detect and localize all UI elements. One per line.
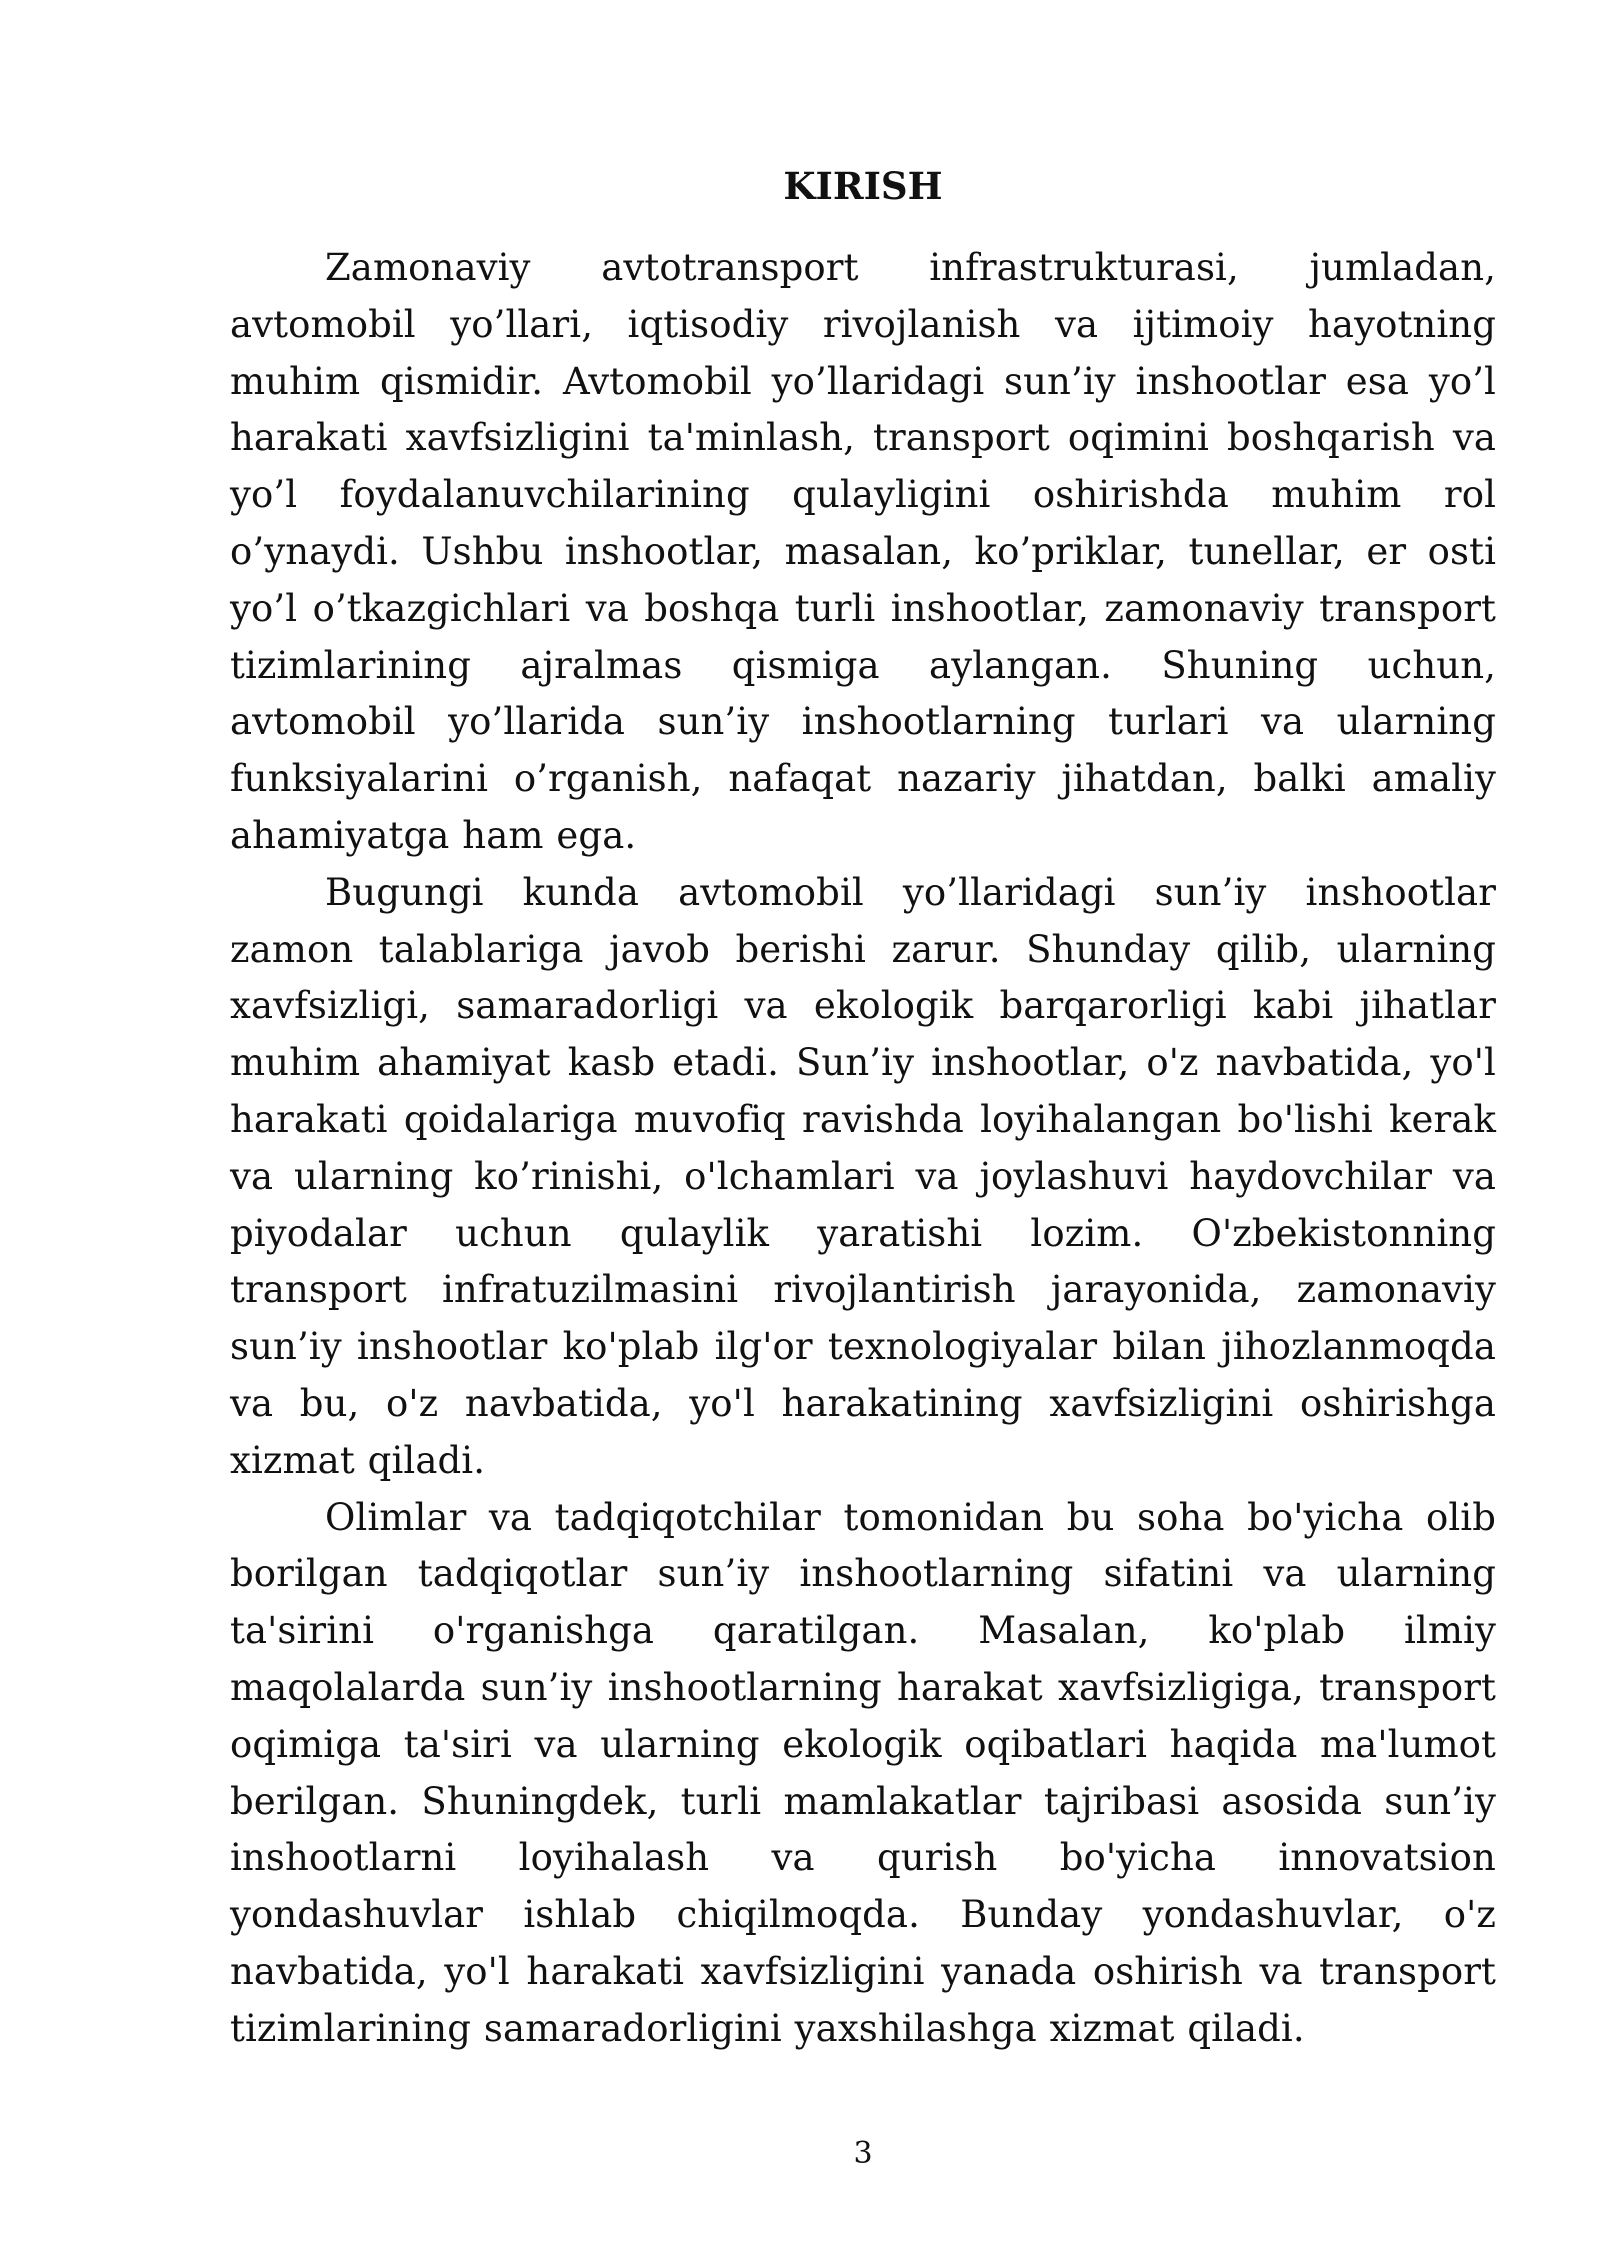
paragraph-3: Olimlar va tadqiqotchilar tomonidan bu soha bo'yicha olib borilgan tadqiqotlar sun’iy inshootlarning sifatini va ularning ta'sirini o'rganishga qaratilgan. Masalan, ko'plab ilmiy maqolalarda sun’iy inshootlarning harakat xavfsizligiga, transport oqimiga ta'siri va ularning ekologik oqibatlari haqida ma'lumot berilgan. Shuningdek, turli mamlakatlar tajribasi asosida sun’iy inshootlarni loyihalash va qurish bo'yicha innovatsion yondashuvlar ishlab chiqilmoqda. Bunday yondashuvlar, o'z navbatida, yo'l harakati xavfsizligini yanada oshirish va transport tizimlarining samaradorligini yaxshilashga xizmat qiladi.: [230, 1495, 1496, 2050]
body-text: [230, 240, 1496, 2058]
paragraph-2: Bugungi kunda avtomobil yo’llaridagi sun’iy inshootlar zamon talablariga javob berishi zarur. Shunday qilib, ularning xavfsizligi, samaradorligi va ekologik barqarorligi kabi jihatlar muhim ahamiyat kasb etadi. Sun’iy inshootlar, o'z navbatida, yo'l harakati qoidalariga muvofiq ravishda loyihalangan bo'lishi kerak va ularning ko’rinishi, o'lchamlari va joylashuvi haydovchilar va piyodalar uchun qulaylik yaratishi lozim. O'zbekistonning transport infratuzilmasini rivojlantirish jarayonida, zamonaviy sun’iy inshootlar ko'plab ilg'or texnologiyalar bilan jihozlanmoqda va bu, o'z navbatida, yo'l harakatining xavfsizligini oshirishga xizmat qiladi.: [230, 870, 1496, 1482]
page-number: 3: [853, 2136, 873, 2171]
paragraph-1: Zamonaviy avtotransport infrastrukturasi, jumladan, avtomobil yo’llari, iqtisodiy rivojlanish va ijtimoiy hayotning muhim qismidir. Avtomobil yo’llaridagi sun’iy inshootlar esa yo’l harakati xavfsizligini ta'minlash, transport oqimini boshqarish va yo’l foydalanuvchilarining qulayligini oshirishda muhim rol o’ynaydi. Ushbu inshootlar, masalan, ko’priklar, tunellar, er osti yo’l o’tkazgichlari va boshqa turli inshootlar, zamonaviy transport tizimlarining ajralmas qismiga aylangan. Shuning uchun, avtomobil yo’llarida sun’iy inshootlarning turlari va ularning funksiyalarini o’rganish, nafaqat nazariy jihatdan, balki amaliy ahamiyatga ham ega.: [230, 246, 1496, 857]
page-title: KIRISH: [783, 164, 943, 208]
